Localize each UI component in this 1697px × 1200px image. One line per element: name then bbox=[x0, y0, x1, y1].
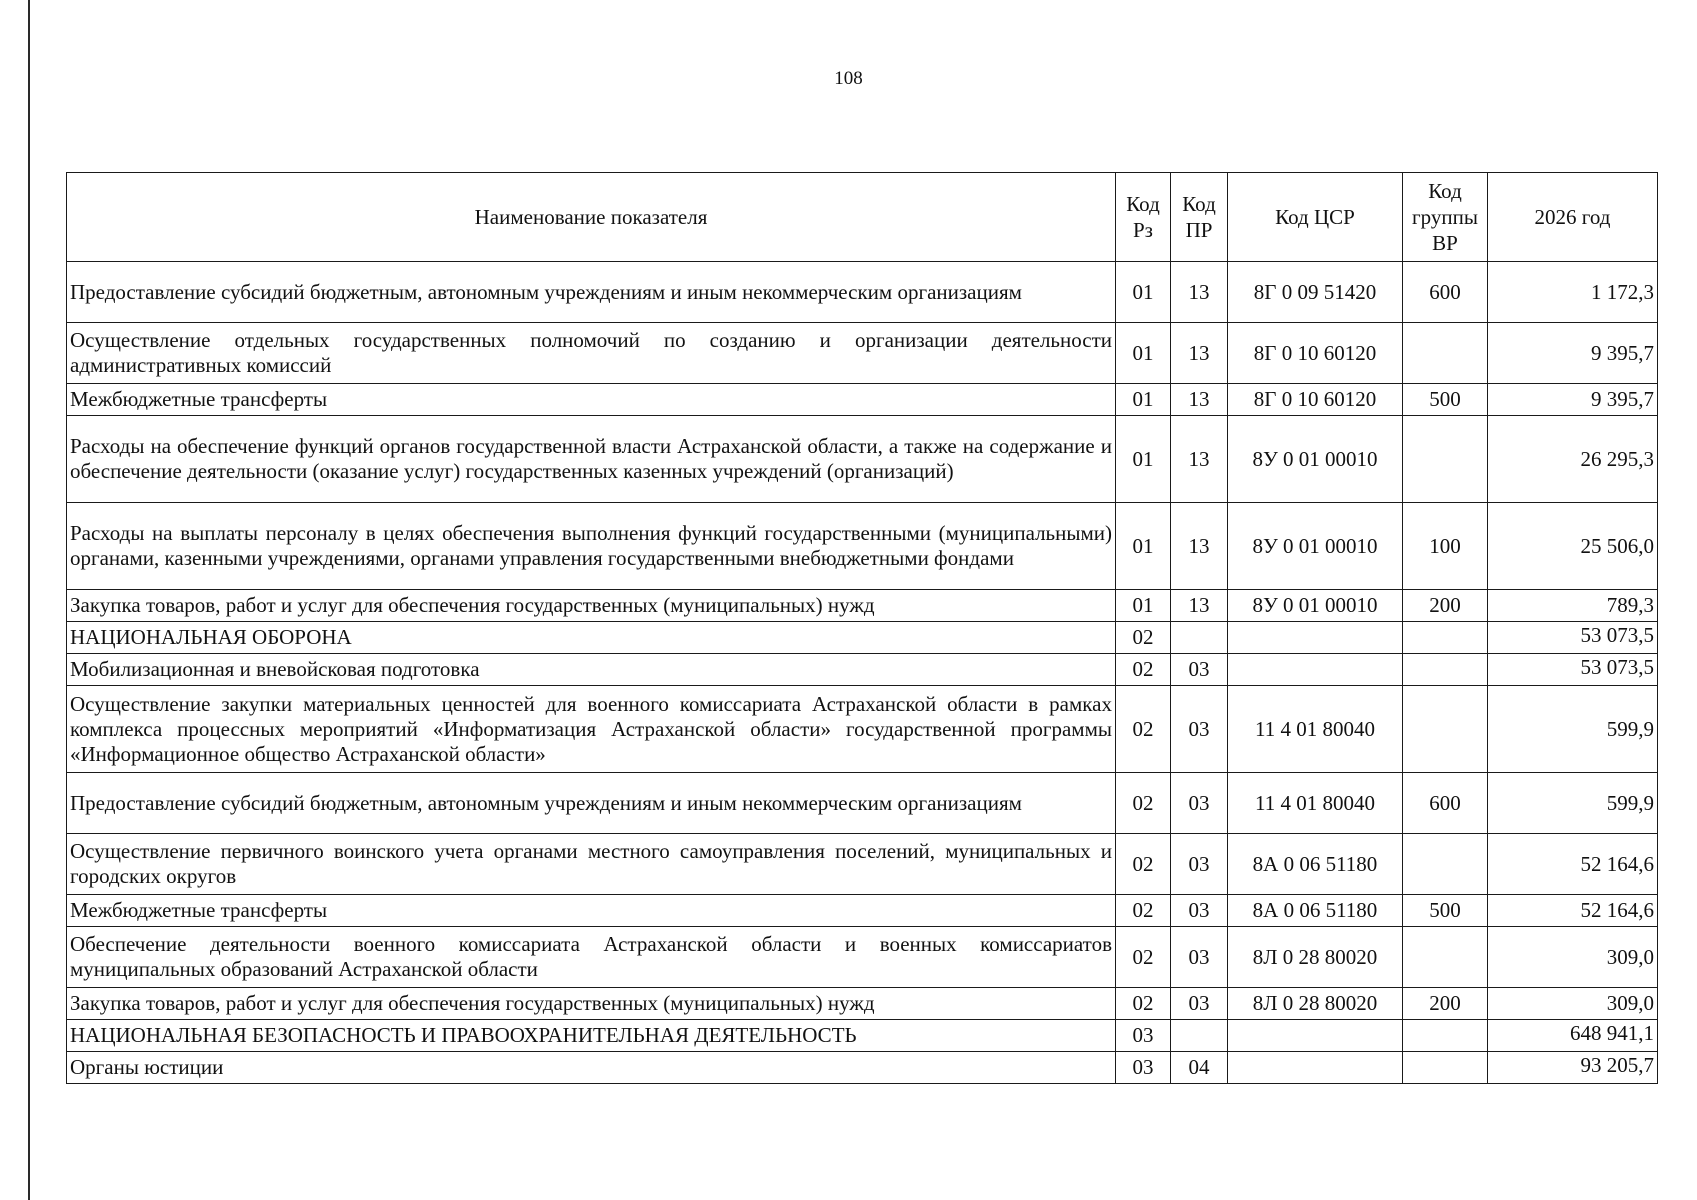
row-csr bbox=[1228, 1020, 1403, 1052]
row-vr: 500 bbox=[1403, 895, 1488, 927]
table-row bbox=[67, 988, 1658, 1020]
row-csr: 8А 0 06 51180 bbox=[1228, 895, 1403, 927]
table-row bbox=[67, 262, 1658, 323]
row-rz: 01 bbox=[1116, 590, 1171, 622]
row-name: Осуществление закупки материальных ценностей для военного комиссариата Астраханской области в рамках комплекса процессных мероприятий «Информатизация Астраханской области» государственной программы «Информационное общество Астраханской области» bbox=[67, 686, 1116, 773]
row-vr: 200 bbox=[1403, 590, 1488, 622]
row-pr bbox=[1171, 622, 1228, 654]
row-pr: 03 bbox=[1171, 988, 1228, 1020]
row-csr: 8Л 0 28 80020 bbox=[1228, 988, 1403, 1020]
binding-margin-line bbox=[28, 0, 30, 1200]
table-row bbox=[67, 416, 1658, 503]
row-vr bbox=[1403, 622, 1488, 654]
row-amount: 26 295,3 bbox=[1488, 416, 1658, 503]
row-vr bbox=[1403, 1052, 1488, 1084]
table-row bbox=[67, 503, 1658, 590]
table-row bbox=[67, 384, 1658, 416]
row-name: Расходы на выплаты персоналу в целях обеспечения выполнения функций государственными (муниципальными) органами, казенными учреждениями, органами управления государственными внебюджетными фондами bbox=[67, 503, 1116, 590]
table-row bbox=[67, 773, 1658, 834]
row-pr: 03 bbox=[1171, 654, 1228, 686]
row-name: Осуществление первичного воинского учета органами местного самоуправления поселений, муниципальных и городских округов bbox=[67, 834, 1116, 895]
row-csr: 8У 0 01 00010 bbox=[1228, 416, 1403, 503]
row-rz: 01 bbox=[1116, 384, 1171, 416]
row-csr: 8Л 0 28 80020 bbox=[1228, 927, 1403, 988]
header-vr: Код группы ВР bbox=[1403, 173, 1488, 262]
row-name: Расходы на обеспечение функций органов государственной власти Астраханской области, а также на содержание и обеспечение деятельности (оказание услуг) государственных казенных учреждений (организаций) bbox=[67, 416, 1116, 503]
row-amount: 9 395,7 bbox=[1488, 384, 1658, 416]
row-rz: 02 bbox=[1116, 988, 1171, 1020]
row-amount: 9 395,7 bbox=[1488, 323, 1658, 384]
row-csr: 8А 0 06 51180 bbox=[1228, 834, 1403, 895]
header-year: 2026 год bbox=[1488, 173, 1658, 262]
table-row bbox=[67, 1052, 1658, 1084]
row-rz: 02 bbox=[1116, 834, 1171, 895]
row-name: Предоставление субсидий бюджетным, автономным учреждениям и иным некоммерческим организациям bbox=[67, 773, 1116, 834]
row-rz: 02 bbox=[1116, 927, 1171, 988]
row-csr: 8Г 0 10 60120 bbox=[1228, 384, 1403, 416]
row-name: Межбюджетные трансферты bbox=[67, 384, 1116, 416]
row-name: Осуществление отдельных государственных полномочий по созданию и организации деятельности административных комиссий bbox=[67, 323, 1116, 384]
row-vr bbox=[1403, 323, 1488, 384]
row-rz: 02 bbox=[1116, 622, 1171, 654]
row-rz: 01 bbox=[1116, 323, 1171, 384]
row-pr: 13 bbox=[1171, 416, 1228, 503]
row-amount: 93 205,7 bbox=[1488, 1052, 1658, 1084]
row-amount: 52 164,6 bbox=[1488, 834, 1658, 895]
row-amount: 648 941,1 bbox=[1488, 1020, 1658, 1052]
row-amount: 599,9 bbox=[1488, 773, 1658, 834]
row-vr: 600 bbox=[1403, 262, 1488, 323]
header-pr: Код ПР bbox=[1171, 173, 1228, 262]
row-amount: 25 506,0 bbox=[1488, 503, 1658, 590]
row-rz: 03 bbox=[1116, 1020, 1171, 1052]
row-pr: 13 bbox=[1171, 503, 1228, 590]
table-row bbox=[67, 590, 1658, 622]
row-pr: 04 bbox=[1171, 1052, 1228, 1084]
row-csr bbox=[1228, 654, 1403, 686]
row-name: Предоставление субсидий бюджетным, автономным учреждениям и иным некоммерческим организациям bbox=[67, 262, 1116, 323]
row-pr: 13 bbox=[1171, 384, 1228, 416]
row-csr: 11 4 01 80040 bbox=[1228, 686, 1403, 773]
row-pr: 03 bbox=[1171, 686, 1228, 773]
row-name: Закупка товаров, работ и услуг для обеспечения государственных (муниципальных) нужд bbox=[67, 590, 1116, 622]
row-pr: 13 bbox=[1171, 262, 1228, 323]
row-vr: 600 bbox=[1403, 773, 1488, 834]
row-name: Органы юстиции bbox=[67, 1052, 1116, 1084]
row-rz: 01 bbox=[1116, 503, 1171, 590]
table-header-row bbox=[67, 173, 1658, 262]
row-pr: 13 bbox=[1171, 323, 1228, 384]
table-row bbox=[67, 323, 1658, 384]
row-name: НАЦИОНАЛЬНАЯ БЕЗОПАСНОСТЬ И ПРАВООХРАНИТЕЛЬНАЯ ДЕЯТЕЛЬНОСТЬ bbox=[67, 1020, 1116, 1052]
row-vr: 200 bbox=[1403, 988, 1488, 1020]
budget-table bbox=[66, 172, 1658, 1084]
table-row bbox=[67, 895, 1658, 927]
row-amount: 53 073,5 bbox=[1488, 654, 1658, 686]
row-csr bbox=[1228, 1052, 1403, 1084]
row-vr: 100 bbox=[1403, 503, 1488, 590]
row-name: НАЦИОНАЛЬНАЯ ОБОРОНА bbox=[67, 622, 1116, 654]
row-amount: 789,3 bbox=[1488, 590, 1658, 622]
page-number: 108 bbox=[834, 68, 863, 89]
table-row bbox=[67, 686, 1658, 773]
row-csr: 8У 0 01 00010 bbox=[1228, 590, 1403, 622]
table-row-section bbox=[67, 1020, 1658, 1052]
row-name: Мобилизационная и вневойсковая подготовка bbox=[67, 654, 1116, 686]
row-name: Закупка товаров, работ и услуг для обеспечения государственных (муниципальных) нужд bbox=[67, 988, 1116, 1020]
row-rz: 02 bbox=[1116, 895, 1171, 927]
table-row bbox=[67, 927, 1658, 988]
row-pr bbox=[1171, 1020, 1228, 1052]
row-pr: 03 bbox=[1171, 895, 1228, 927]
header-csr: Код ЦСР bbox=[1228, 173, 1403, 262]
row-amount: 599,9 bbox=[1488, 686, 1658, 773]
row-amount: 309,0 bbox=[1488, 988, 1658, 1020]
table-row bbox=[67, 834, 1658, 895]
row-rz: 01 bbox=[1116, 262, 1171, 323]
row-pr: 03 bbox=[1171, 834, 1228, 895]
row-name: Обеспечение деятельности военного комиссариата Астраханской области и военных комиссариатов муниципальных образований Астраханской области bbox=[67, 927, 1116, 988]
table-row bbox=[67, 654, 1658, 686]
row-pr: 03 bbox=[1171, 927, 1228, 988]
header-rz: Код Рз bbox=[1116, 173, 1171, 262]
row-amount: 309,0 bbox=[1488, 927, 1658, 988]
row-pr: 13 bbox=[1171, 590, 1228, 622]
header-name: Наименование показателя bbox=[67, 173, 1116, 262]
row-rz: 02 bbox=[1116, 773, 1171, 834]
row-rz: 03 bbox=[1116, 1052, 1171, 1084]
row-name: Межбюджетные трансферты bbox=[67, 895, 1116, 927]
row-vr bbox=[1403, 1020, 1488, 1052]
row-csr: 8Г 0 10 60120 bbox=[1228, 323, 1403, 384]
row-vr bbox=[1403, 686, 1488, 773]
row-amount: 1 172,3 bbox=[1488, 262, 1658, 323]
row-vr bbox=[1403, 927, 1488, 988]
row-vr: 500 bbox=[1403, 384, 1488, 416]
row-csr: 11 4 01 80040 bbox=[1228, 773, 1403, 834]
row-csr bbox=[1228, 622, 1403, 654]
row-csr: 8Г 0 09 51420 bbox=[1228, 262, 1403, 323]
row-amount: 53 073,5 bbox=[1488, 622, 1658, 654]
table-row-section bbox=[67, 622, 1658, 654]
row-csr: 8У 0 01 00010 bbox=[1228, 503, 1403, 590]
row-rz: 01 bbox=[1116, 416, 1171, 503]
row-pr: 03 bbox=[1171, 773, 1228, 834]
row-rz: 02 bbox=[1116, 654, 1171, 686]
row-vr bbox=[1403, 416, 1488, 503]
row-amount: 52 164,6 bbox=[1488, 895, 1658, 927]
row-rz: 02 bbox=[1116, 686, 1171, 773]
row-vr bbox=[1403, 834, 1488, 895]
row-vr bbox=[1403, 654, 1488, 686]
